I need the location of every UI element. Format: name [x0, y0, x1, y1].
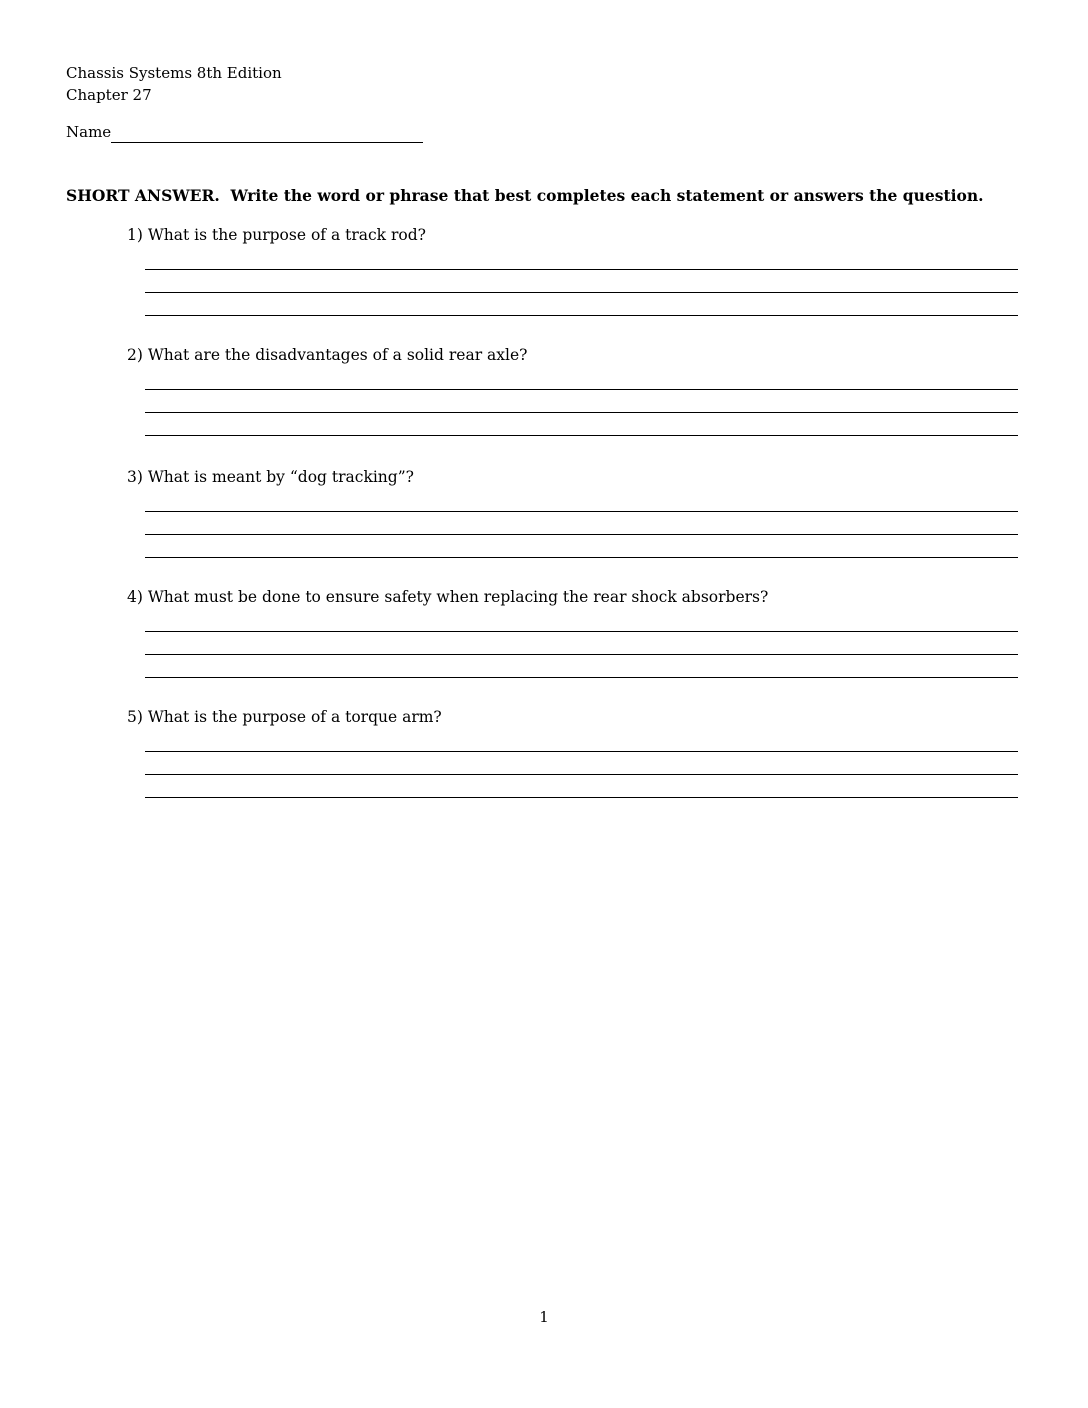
answer-blank-line — [145, 390, 1018, 413]
answer-blank-line — [145, 609, 1018, 632]
section-instruction: SHORT ANSWER. Write the word or phrase that best completes each statement or answers the question. — [66, 186, 984, 205]
question-text — [127, 708, 1088, 726]
question-text — [127, 226, 1088, 244]
name-label: Name — [66, 123, 112, 141]
document-title: Chassis Systems 8th Edition — [66, 64, 282, 82]
question-block-1 — [0, 226, 1088, 316]
answer-blank-line — [145, 655, 1018, 678]
answer-lines — [145, 367, 1018, 436]
question-block-2 — [0, 346, 1088, 436]
question-number: 5) — [127, 708, 143, 726]
question-label: What are the disadvantages of a solid rear axle? — [147, 346, 528, 364]
answer-blank-line — [145, 512, 1018, 535]
question-label: What is meant by “dog tracking”? — [147, 468, 414, 486]
answer-blank-line — [145, 247, 1018, 270]
answer-blank-line — [145, 535, 1018, 558]
question-text — [127, 346, 1088, 364]
answer-lines — [145, 489, 1018, 558]
answer-blank-line — [145, 489, 1018, 512]
answer-lines — [145, 729, 1018, 798]
question-number: 4) — [127, 588, 143, 606]
answer-blank-line — [145, 632, 1018, 655]
answer-blank-line — [145, 752, 1018, 775]
document-header — [66, 62, 282, 106]
answer-blank-line — [145, 293, 1018, 316]
answer-blank-line — [145, 367, 1018, 390]
question-block-3 — [0, 468, 1088, 558]
question-number: 2) — [127, 346, 143, 364]
question-label: What is the purpose of a track rod? — [147, 226, 426, 244]
name-blank-line — [111, 124, 423, 143]
question-number: 3) — [127, 468, 143, 486]
question-block-5 — [0, 708, 1088, 798]
answer-blank-line — [145, 270, 1018, 293]
question-number: 1) — [127, 226, 143, 244]
answer-blank-line — [145, 413, 1018, 436]
answer-lines — [145, 247, 1018, 316]
page-number: 1 — [539, 1308, 549, 1326]
question-label: What must be done to ensure safety when replacing the rear shock absorbers? — [147, 588, 769, 606]
name-row — [66, 122, 423, 143]
answer-blank-line — [145, 775, 1018, 798]
question-text — [127, 588, 1088, 606]
question-block-4 — [0, 588, 1088, 678]
answer-blank-line — [145, 729, 1018, 752]
chapter-label: Chapter 27 — [66, 86, 152, 104]
answer-lines — [145, 609, 1018, 678]
question-label: What is the purpose of a torque arm? — [147, 708, 442, 726]
question-text — [127, 468, 1088, 486]
